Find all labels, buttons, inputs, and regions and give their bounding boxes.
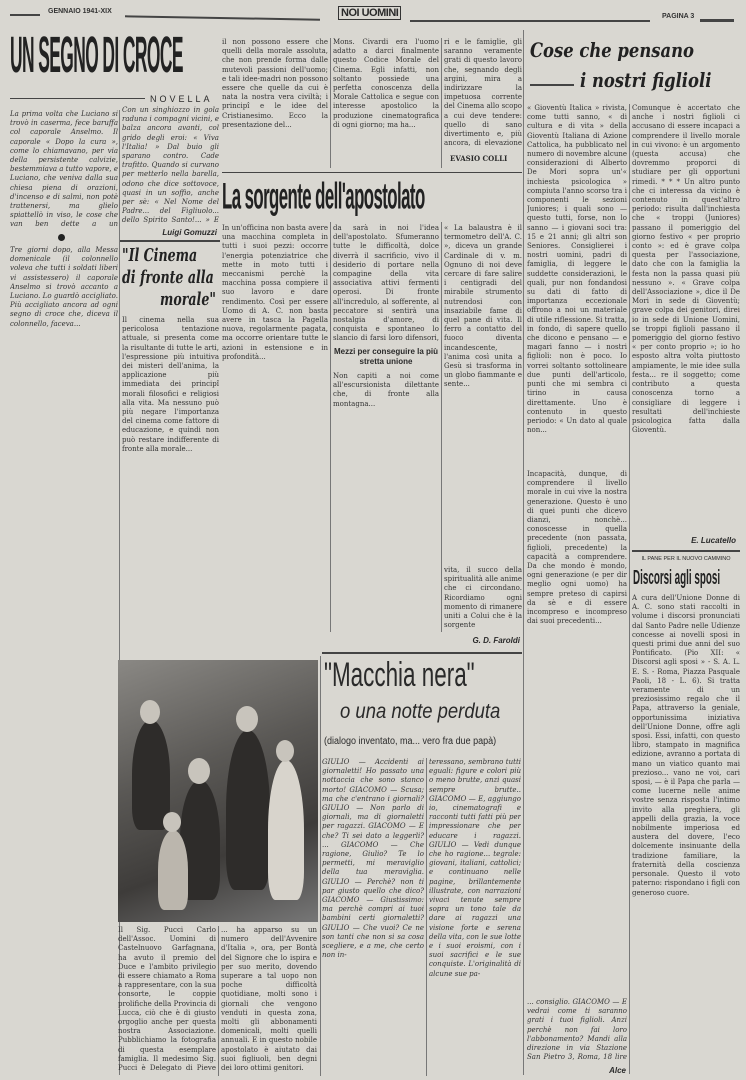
author-signature: Luigi Gomuzzi [162, 228, 217, 237]
header-rule [700, 19, 734, 22]
story-text: La prima volta che Luciano si trovò in caserma, fece baruffa col caporale Anselmo. Il caporale « Dopo la cura », come lo chiamavano, per via della persistente calvizie, bestemmiava a tutto vapore, e Luciano, che veniva dalla sua chiesa piena di orazioni, d'incenso e di salmi, non potè trattenersi, ma glielo spiattellò in viso, le cose che van ben dette a un [10, 110, 118, 229]
story-title: La sorgente dell'apostolato [222, 177, 425, 218]
header-rule [125, 15, 320, 20]
story-text: ri e le famiglie, gli saranno veramente grati di questo lavoro che, segnando degli argini, mira a indirizzare la impetuosa corrente del Cinema allo scopo a cui deve tendere: quello di sano divertimento e, più ancora, di elevazione [444, 38, 522, 148]
story-title: "Il Cinema [122, 245, 198, 266]
story-text: A cura dell'Unione Donne di A. C. sono stati raccolti in volume i discorsi pronunciati dal Santo Padre nelle Udienze concesse ai novelli sposi in questi primi due anni del suo Pontificato. (Pio XII: « Discorsi agli sposi » - S. A. L. E. S. - Roma, Piazza Pasquale Paoli, 18 - L. 6). Si tratta veramente di un preziosissimo regalo che il Papa, attraverso la geniale, opportunissima iniziativa dell'Unione Donne, offre agli sposi. Essi, infatti, con questo libro, stampato in magnifica edizione, avranno a portata di mano un viatico quanto mai prezioso... vano ne voi, cari sposi, — è il Papa che parla — come lucerne nelle anime vostre senza risposta l'intimo invito alla preghiera, gli appelli della grazia, la voce nobilmente imperiosa ed austera del dovere, l'eco dolcemente insinuante della tradizione familiare, la fraternità della coscienza personale. Questo il voto paterno: rispondano i figli con generoso cuore. [632, 594, 740, 897]
divider [632, 550, 740, 552]
bullet-icon [58, 234, 65, 241]
photo-caption: ... ha apparso su un numero dell'Avvenire d'Italia », ora, per Bontà del Signore che lo ispira e per suo merito, dovendo superare a tal uopo non poche difficoltà quotidiane, molti sono i giornali che vengono venduti in questa zona, molti gli abbonamenti domenicali, molti quelli annuali. E in questo nobile apostolato è aiutato dai suoi figliuoli, ben degni dei loro ottimi genitori. [221, 926, 317, 1073]
column-rule [441, 222, 442, 632]
story-title: i nostri figlioli [580, 68, 712, 92]
masthead: NOI UOMINI [338, 6, 401, 20]
column-rule [629, 104, 630, 1074]
divider [530, 84, 574, 86]
story-text: Mons. Civardi era l'uomo adatto a darci finalmente questo Codice Morale del Cinema. Egli infatti, non soltanto possiede una perfetta conoscenza della Morale Cattolica e segue con interesse apostolico la produzione cinematografica di ogni giorno; ma ha... [333, 38, 439, 129]
page-number: PAGINA 3 [662, 13, 695, 20]
story-text: Il cinema nella sua pericolosa tentazione attuale, si presenta come la risultante di tutte le arti, l'espressione più intuitiva dei misteri dell'anima, la applicazione più immediata dei principî morali filosofici e religiosi alla vita. Ma nessuno può più negare l'importanza del cinema come fattore di educazione, e quindi non può restare indifferente di fronte alla morale... [122, 316, 219, 453]
author-signature: E. Lucatello [691, 536, 736, 545]
story-kicker: IL PANE PER IL NUOVO CAMMINO [641, 556, 731, 562]
story-title: o una notte perduta [340, 700, 501, 723]
story-text: da sarà in noi l'idea dell'apostolato. Sfumeranno tutte le difficoltà, dolce diverrà il sacrificio, vivo il desiderio di portare nella compagine della vita associativa attivi fermenti operosi. Di fronte all'incredulo, al sofferente, al peccatore si sentirà una nostalgia d'amore, di conquista e spontaneo lo slancio di farsi loro difensori, [333, 224, 439, 343]
divider [322, 652, 522, 654]
story-title: "Macchia nera" [324, 656, 475, 694]
story-title: Discorsi agli sposi [633, 566, 721, 589]
divider [10, 98, 145, 99]
column-rule [218, 926, 219, 1076]
story-text: « La balaustra è il termometro dell'A. C. », diceva un grande Cardinale di v. m. Ognuno di noi deve cercare di fare salire i centigradi del mirabile strumento nutrendosi con insaziabile fame di quel pane di vita. Il ferro a contatto del fuoco diventa incandescente, l'anima così unita a Gesù si trasforma in un globo fiammante e sente... [444, 224, 522, 389]
story-text: Comunque è accertato che anche i nostri figlioli ci accusano di essere incapaci a comprendere il livello morale in cui vivono: è un argomento (questa accusa) che dovremmo proporci di studiare per gli opportuni rimedi. * * * Un altro punto che ci interessa da vicino è contenuto in quest'altro periodo: risulta dall'inchiesta che « troppi (Juniores) passano il pomeriggio del giorno festivo « per proprio conto »: ed è grave colpa questa per l'associazione, dato che con la famiglia la festa non la passa quasi più nessuno ». « Grave colpa dell'Associazione », dice il De Mori in sede di Gioventù; grave colpa dei genitori, direi io in sede di Unione Uomini, se troppi figlioli passano il pomeriggio del giorno festivo « per conto proprio »; io ho esposto altra volta piuttosto ampiamente, le mie idee sulla festa... re il soggetto; come contributo a questa conoscenza torno a consigliare di leggere i resultati dell'inchieste psicologica fatta dalla Gioventù. [632, 104, 740, 435]
story-text: « Gioventù Italica » rivista, come tutti sanno, « di cultura e di vita » della Gioventù Italiana di Azione Cattolica, ha pubblicato nel numero di novembre alcune considerazioni di Alberto De Mori sopra un'« inchiesta psicologica » compiuta l'anno scorso tra i componenti le sezioni Juniores; i quali sono — questo tutti, forse, non lo sanno — i giovani soci tra: 15 e 21 anni; gli altri son Seniores. Consiglierei i nostri uomini, padri di famiglia, di leggere le suddette considerazioni, le quali, pur non fondandosi su dati di fatto di importanza eccezionale offrono a noi un materiale di utile riflessione. Si tratta, in fondo, di sapere quello che dicono e pensano — e magari fanno — i nostri figlioli: non è poco. Io vorrei soltanto sottolineare due punti dell'articolo, punti che mi sembra ci tirino in causa direttamente. Uno è contenuto in questo periodo: « Un dato al quale non... [527, 104, 627, 435]
story-text: In un'officina non basta avere una macchina completa in tutti i suoi pezzi: occorre l'energia potenziatrice che mette in moto tutti i meccanismi perchè la macchina possa compiere il suo lavoro e dare rendimento. Così per essere Uomo di A. C. non basta avere in tasca la Pagella nuova, regolarmente pagata, ma occorre orientare tutte le azioni in estensione e in profondità... [222, 224, 328, 361]
author-signature: EVASIO COLLI [450, 154, 508, 163]
column-rule [426, 758, 427, 1076]
story-text: vita, il succo della spiritualità alle anime che ci circondano. Ricordiamo ogni momento di rimanere uniti a Colui che è la sorgente [444, 566, 522, 630]
column-rule [330, 222, 331, 632]
story-title: di fronte alla [122, 267, 214, 288]
story-text: Non capiti a noi come all'escursionista dilettante che, di fronte alla montagna... [333, 372, 439, 408]
header-rule [10, 14, 40, 16]
dialogue-text: teressano, sembrano tutti eguali: figure e colori più o meno brutte, anzi quasi sempre brutte.. GIACOMO — E, aggiungo io, cinematografi e racconti tutti fatti più per impressionare che per educare i ragazzi. GIULIO — Vedi dunque che ho ragione... tegrale: giovani, italiani, cattolici; e continuano nelle pagine, brillantemente illustrate, con narrazioni vivaci tenute sempre sopra un tono tale da dare ai ragazzi una visione forte e serena della vita, con le sue lotte e i suoi eroismi, con i suoi sacrifici e le sue conquiste. L'originalità di alcune sue pa- [429, 758, 521, 978]
story-title: UN SEGNO DI CROCE [10, 28, 183, 85]
column-rule [441, 38, 442, 168]
family-photo [118, 660, 318, 922]
column-rule [330, 38, 331, 168]
story-text: Incapacità, dunque, di comprendere il livello morale in cui vive la nostra generazione. Questo è uno di quei punti che dicevo dianzi, nonchè... conoscesse in quella precedente (non passata, figlioli, precedente) la capacità a comprendere. Da che mondo è mondo, ogni generazione (e per dir meglio ogni uomo) ha sempre preteso di capirsi da sè e di essere incompreso e incompreso dai suoi precedenti... [527, 470, 627, 626]
author-signature: G. D. Faroldi [472, 636, 520, 645]
story-text: Con un singhiozzo in gola raduna i compagni vicini, e balza ancora avanti, col grido degli eroi: « Viva l'Italia! » Dal buio gli sparano contro. Cade trafitto. Quando si curvano per metterlo nella barella, odono che dice sottovoce, quasi in un soffio, anche per sè: « Nel Nome del Padre... del Figliuolo... dello Spirito Santo!... » E [122, 106, 219, 225]
issue-date: GENNAIO 1941-XIX [48, 8, 112, 15]
story-kicker: NOVELLA [150, 94, 213, 104]
story-title: morale" [160, 289, 216, 310]
story-title: Cose che pensano [530, 38, 694, 62]
divider [120, 240, 220, 242]
photo-caption: Il Sig. Pucci Carlo dell'Assoc. Uomini di Castelnuovo Garfagnana, ha avuto il premio del Duce e l'ambito privilegio di essere chiamato a Roma a rappresentare, con la sua consorte, le coppie prolifiche della Provincia di Lucca, ciò che è di giusto orgoglio anche per questa nostra Associazione. Pubblichiamo la fotografia di questa esemplare famiglia. Il medesimo Sig. Pucci è Delegato di Pieve [118, 926, 216, 1073]
section-subhead: Mezzi per conseguire la più stretta unione [333, 347, 439, 366]
story-text: Tre giorni dopo, alla Messa domenicale (il colonnello voleva che tutti i soldati liberi vi assistessero) il caporale Anselmo si trovò accanto a Luciano. Lo guardò accigliato. Più accigliato ancora ad ogni segno di croce che, diceva il colonnello, faceva... [10, 246, 118, 328]
divider [222, 172, 522, 173]
story-text: il non possono essere che quelli della morale assoluta, che non prende forma dalle mutevoli passioni dell'uomo; e tali idee-madri non possono essere che quelle da cui è nata la nostra vera civiltà; i principî e le idee del Cristianesimo. Ecco la presentazione del... [222, 38, 328, 129]
column-rule [320, 656, 321, 1076]
dialogue-text: GIULIO — Accidenti ai giornaletti! Ho passato una nottaccia che sono stanco morto! GIACOMO — Scusa; ma che c'entrano i giornali? GIULIO — Non parlo di giornali, ma di giornaletti per ragazzi. GIACOMO — E che? Ti sei dato a leggerli? ... GIACOMO — Che ragione, Giulio? Te lo permetti, mi meraviglio della tua meraviglia. GIULIO — Perchè? non ti par giusto quello che dico? GIACOMO — Giustissimo: ma perchè compri ai tuoi bambini certi giornaletti? GIULIO — Che vuoi? Ce ne son tanti che non si sa cosa scegliere, e a me, che certo non in- [322, 758, 424, 960]
story-subtitle: (dialogo inventato, ma... vero fra due papà) [324, 736, 497, 747]
dialogue-text: ... consiglio. GIACOMO — E vedrai come ti saranno grati i tuoi figlioli. Anzi perchè non fai loro l'abbonamento? Mandi alla direzione in via Stazione San Pietro 3, Roma, 18 lire [527, 998, 627, 1062]
header-rule [410, 20, 650, 22]
author-signature: Alce [609, 1066, 626, 1075]
column-rule [523, 30, 524, 1075]
